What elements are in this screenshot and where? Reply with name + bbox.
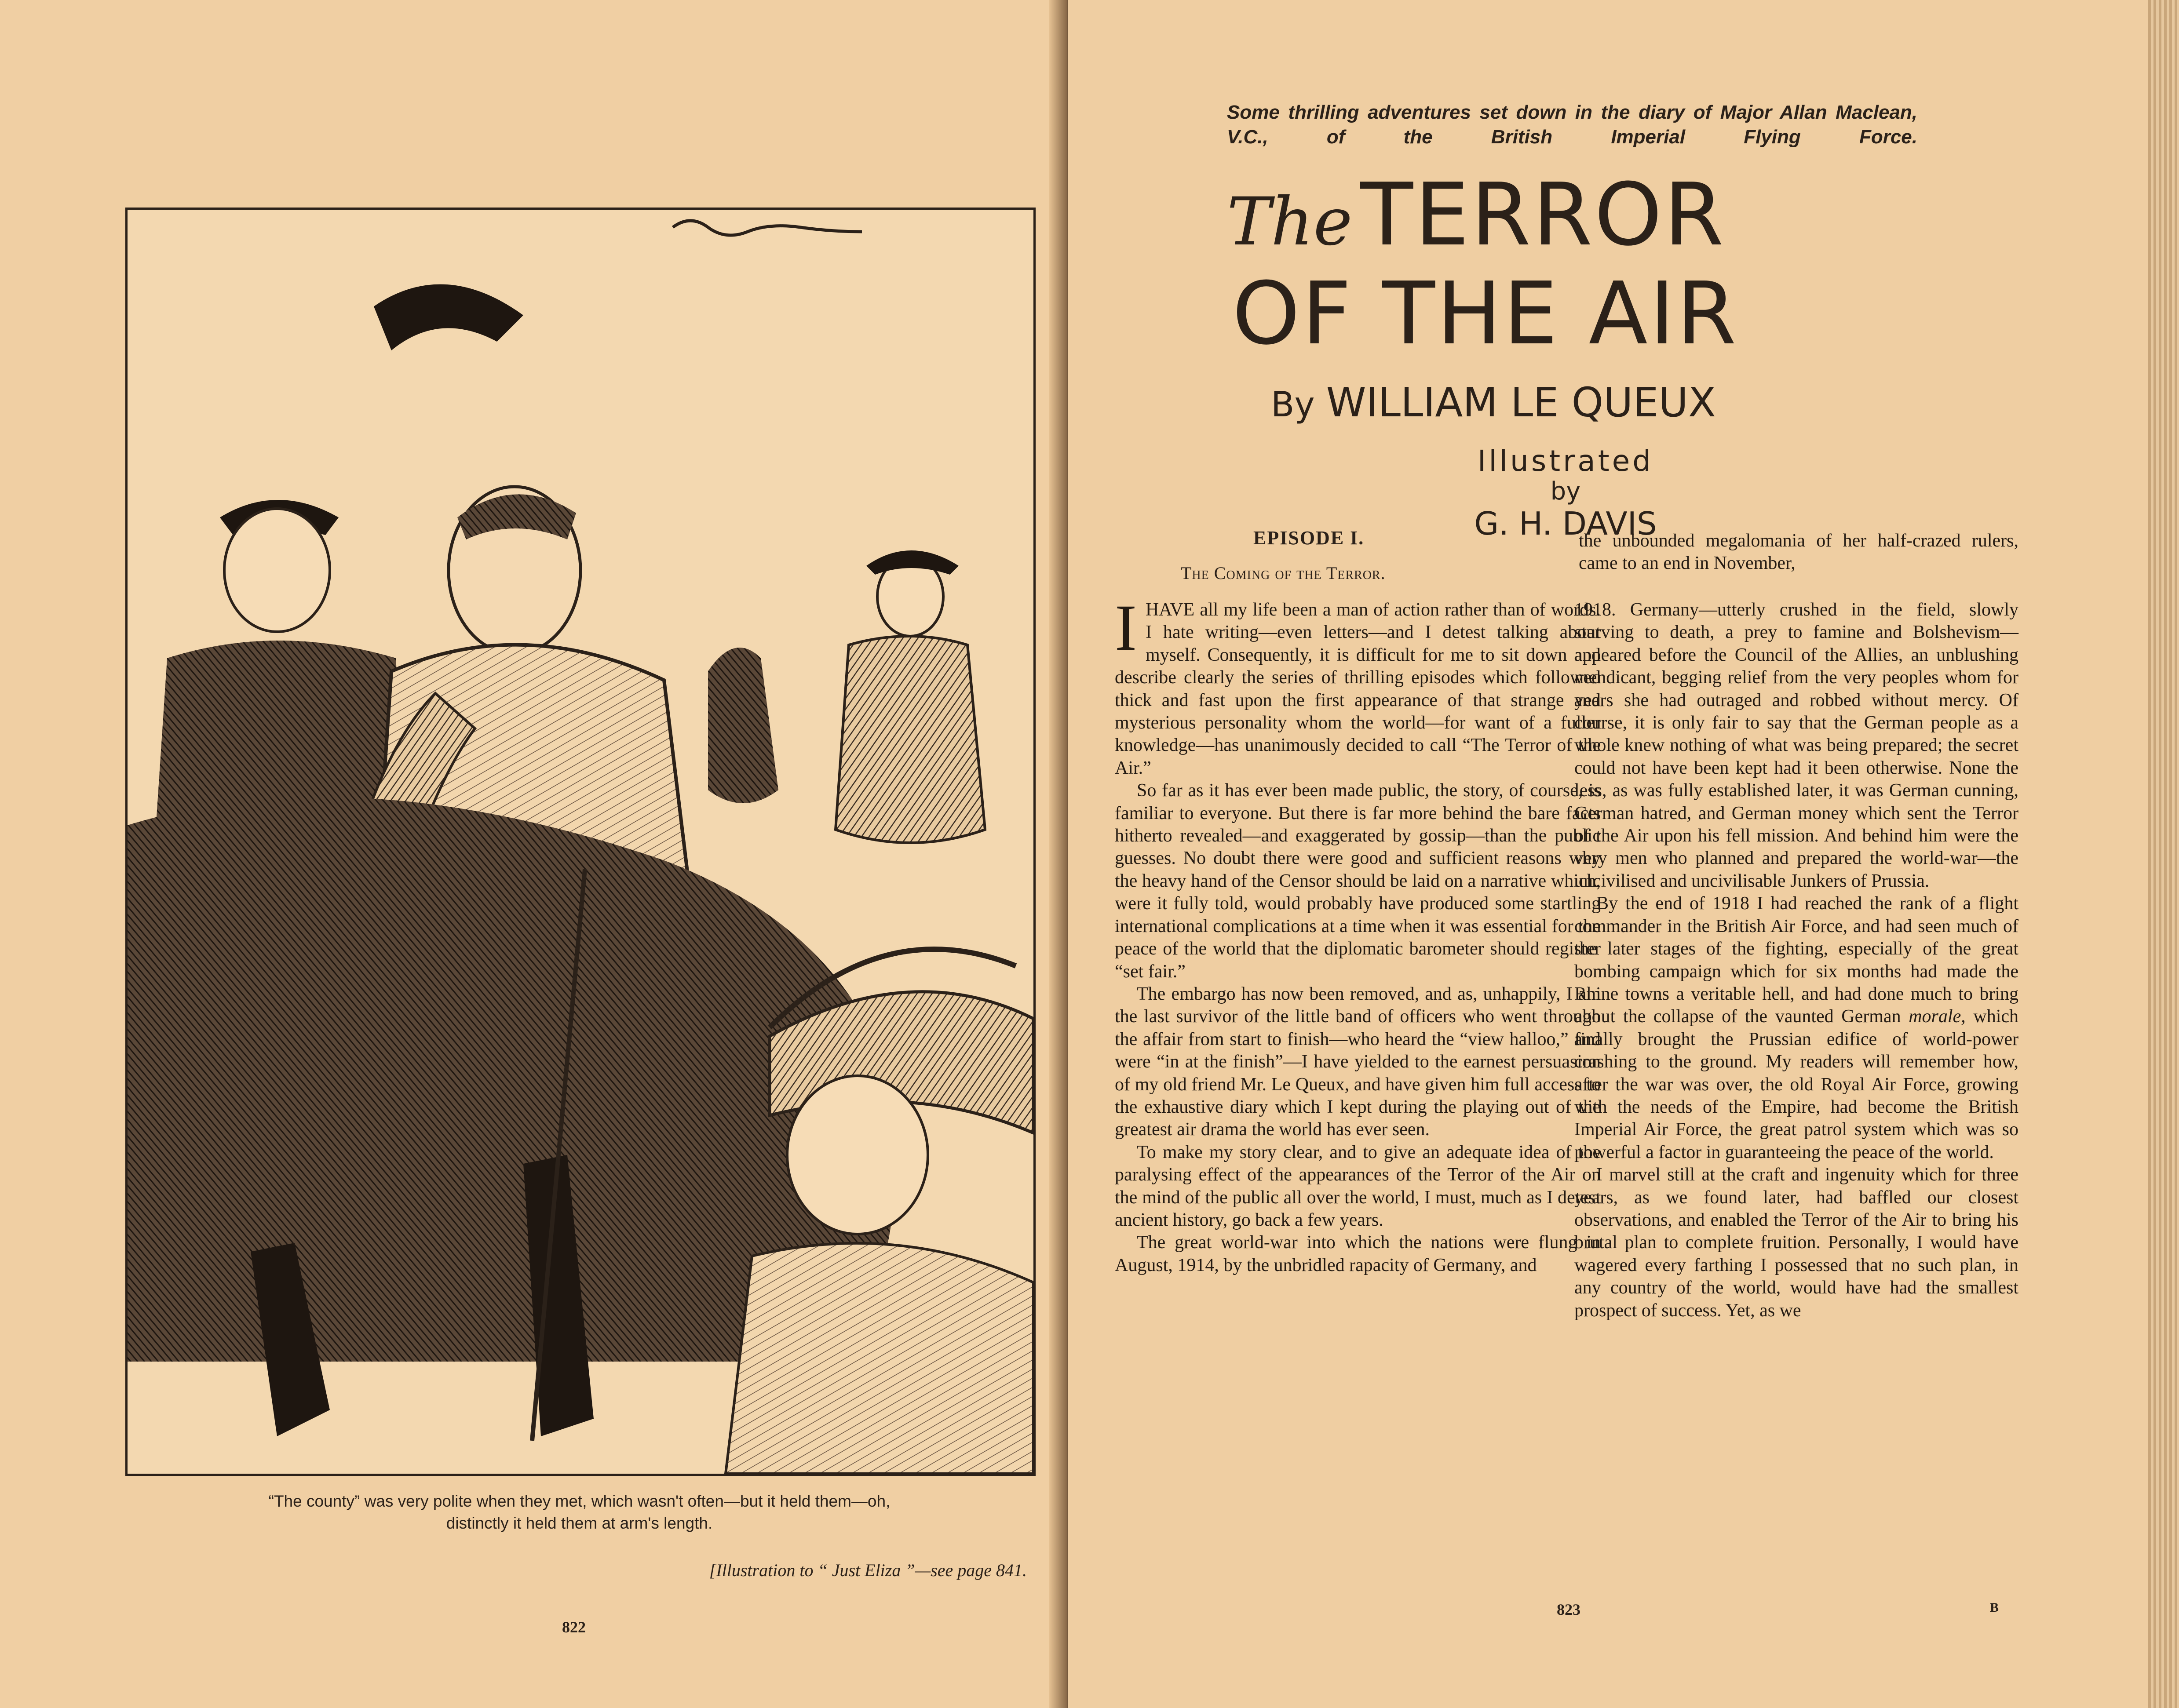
paragraph: The great world-war into which the nations were flung in August, 1914, by the unbridled rapacity of Germany, and <box>1115 1232 1601 1275</box>
illustrator-name: G. H. DAVIS <box>1474 505 1657 542</box>
illustrated-by-label: by <box>1550 477 1581 506</box>
signature-mark: B <box>1990 1600 1999 1615</box>
caption-line-2: distinctly it held them at arm's length. <box>446 1514 713 1532</box>
paragraph: By the end of 1918 I had reached the rank of a flight commander in the British Air Force, and had seen much of the later stages of the fighting, especially of the great bombing campaign which for six months had made the Rhine towns a veritable hell, and had done much to bring about the collapse of the vaunted German morale, which finally brought the Prussian edifice of world-power crashing to the ground. My readers will remember how, after the war was over, the old Royal Air Force, growing with the needs of the Empire, had become the British Imperial Air Force, the great patrol system which was so powerful a factor in guaranteeing the peace of the world. <box>1574 893 2019 1162</box>
italic-word: morale, <box>1909 1006 1966 1027</box>
title-terror: TERROR <box>1360 165 1726 265</box>
illustration-caption <box>125 1490 1033 1534</box>
paragraph: the unbounded megalomania of her half-crazed rulers, came to an end in November, <box>1579 531 2018 574</box>
paragraph: 1918. Germany—utterly crushed in the field, slowly starving to death, a prey to famine and Bolshevism—appeared before the Council of the Allies, an unblushing mendicant, begging relief from the very peoples whom for years she had outraged and robbed without mercy. Of course, it is only fair to say that the German people as a whole knew nothing of what was being prepared; the secret could not have been kept had it been otherwise. None the less, as was fully established later, it was German cunning, German hatred, and German money which sent the Terror of the Air upon his fell mission. And behind him were the very men who planned and prepared the world-war—the uncivilised and uncivilisable Junkers of Prussia. <box>1574 600 2018 891</box>
story-intro: Some thrilling adventures set down in the diary of Major Allan Maclean, V.C., of the British Imperial Flying Force. <box>1227 102 1917 148</box>
page-number-left: 822 <box>562 1618 586 1636</box>
byline <box>1271 379 1865 426</box>
text-column-right-top <box>1579 530 2018 575</box>
caption-line-1: “The county” was very polite when they met, which wasn't often—but it held them—oh, <box>268 1492 891 1510</box>
illustration <box>125 208 1036 1476</box>
left-page <box>0 0 1064 1708</box>
paragraph: I marvel still at the craft and ingenuity which for three years, as we found later, had baffled our closest observations, and enabled the Terror of the Air to bring his brutal plan to complete fruition. Personally, I would have wagered every farthing I possessed that no such plan, in any country of the world, would have had the smallest prospect of success. Yet, as we <box>1574 1165 2018 1321</box>
paragraph: So far as it has ever been made public, the story, of course, is familiar to everyone. But there is far more behind the bare facts hitherto revealed—and exaggerated by gossip—than the public guesses. No doubt there were good and sufficient reasons why the heavy hand of the Censor should be laid on a narrative which, were it fully told, would probably have produced some startling international complications at a time when it was essential for the peace of the world that the diplomatic barometer should register “set fair.” <box>1115 780 1601 982</box>
author-name: WILLIAM LE QUEUX <box>1326 379 1716 426</box>
episode-heading: EPISODE I. <box>1253 527 1365 549</box>
page-edge <box>2148 0 2179 1708</box>
illustration-reference: [Illustration to “ Just Eliza ”—see page 841. <box>709 1560 1027 1580</box>
title-of-the-air: OF THE AIR <box>1232 264 1738 364</box>
paragraph: IHAVE all my life been a man of action rather than of words. I hate writing—even letters—and I detest talking about myself. Consequently, it is difficult for me to sit down and describe clearly the series of thrilling episodes which followed thick and fast upon the first appearance of that strange and mysterious personality whom the world—for want of a fuller knowledge—has unanimously decided to call “The Terror of the Air.” <box>1115 591 1601 778</box>
page-number-right: 823 <box>1557 1601 1580 1618</box>
illustrator-credit <box>1416 444 1715 543</box>
riders-engraving <box>128 210 1033 1474</box>
title-the: The <box>1227 184 1353 260</box>
text-column-right <box>1574 599 2018 1322</box>
text-column-left <box>1115 591 1601 1277</box>
chapter-heading: The Coming of the Terror. <box>1181 563 1386 583</box>
paragraph: To make my story clear, and to give an adequate idea of the paralysing effect of the appearances of the Terror of the Air on the mind of the public all over the world, I must, much as I detest ancient history, go back a few years. <box>1115 1142 1601 1230</box>
illustrated-label: Illustrated <box>1477 444 1654 478</box>
drop-cap: I <box>1115 591 1137 664</box>
paragraph: The embargo has now been removed, and as, unhappily, I am the last survivor of the little band of officers who went through the affair from start to finish—who heard the “view halloo,” and were “in at the finish”—I have yielded to the earnest persuasion of my old friend Mr. Le Queux, and have given him full access to the exhaustive diary which I kept during the playing out of the greatest air drama the world has ever seen. <box>1115 983 1601 1140</box>
byline-by: By <box>1271 385 1315 425</box>
